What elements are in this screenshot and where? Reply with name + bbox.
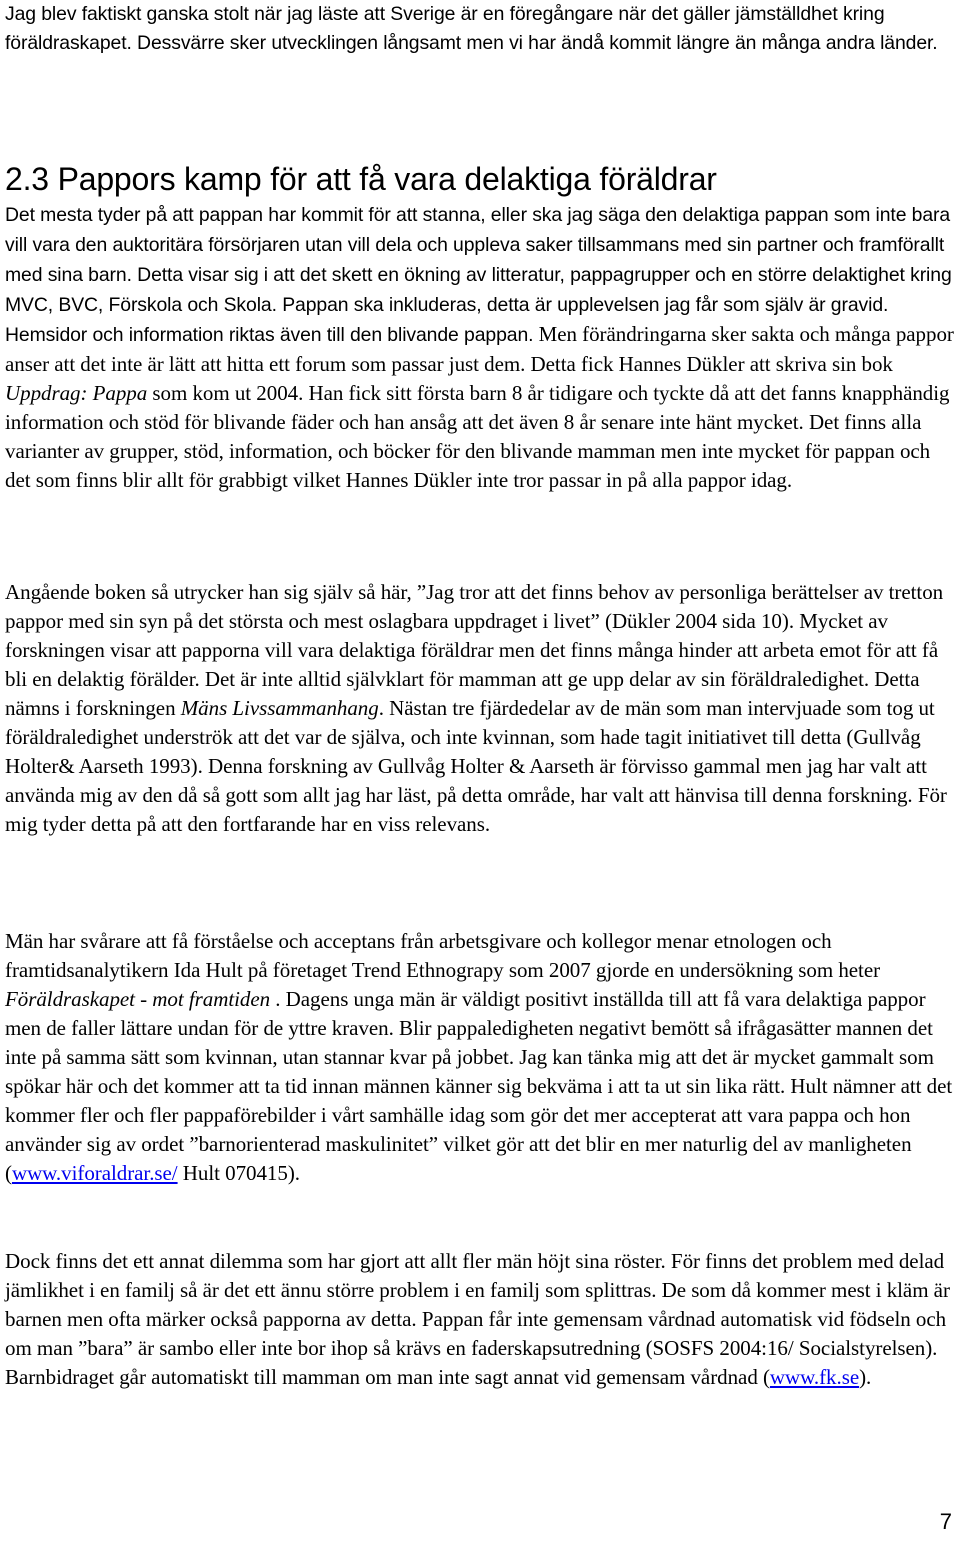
- paragraph-1-sans-lead: Det mesta tyder på att pappan har kommit för att stanna, eller ska jag säga den delaktiga pappan som inte bara vill vara den auktoritära försörjaren utan vill dela och uppleva saker tillsammans med sin partner och framförallt med sina barn.: [5, 204, 951, 286]
- paragraph-4: [5, 1247, 955, 1392]
- paragraph-1-sans-c: Hemsidor och information riktas även till den blivande pappan.: [5, 324, 534, 346]
- paragraph-3: [5, 927, 955, 1188]
- paragraph-3-text-a: Män har svårare att få förståelse och acceptans från arbetsgivare och kollegor menar etnologen och framtidsanalytikern Ida Hult på företaget Trend Ethnograpy som 2007 gjorde en undersökning som heter: [5, 929, 881, 982]
- report-title: Föräldraskapet - mot framtiden: [5, 987, 271, 1011]
- book-title: Uppdrag: Pappa: [5, 381, 148, 405]
- paragraph-1-text-e: som kom ut 2004. Han fick sitt första barn 8 år tidigare och tyckte då att det fanns knapphändig information och stöd för blivande fäder och han ansåg att det även 8 år senare inte hänt mycket. Det finns alla varianter av grupper, stöd, information, och böcker för den blivande mamman men inte mycket för pappan och det som finns blir allt för grabbigt vilket Hannes Dükler inte tror passar in på alla pappor idag.: [5, 381, 950, 492]
- paragraph-3-text-c: Hult 070415).: [177, 1161, 300, 1185]
- paragraph-2-text-a: Angående boken så utrycker han sig själv så här, ”Jag tror att det finns behov av personliga berättelser av tretton pappor med sin syn på det största och mest oslagbara uppdraget i livet” (Dükler 2004 sida 10). Mycket av forskningen visar att papporna vill vara delaktiga föräldrar men det finns många hinder att arbeta emot för att få bli en delaktig förälder. Det är inte alltid självklart för mamman att ge upp delar av sin föräldraledighet. Detta nämns i forskningen: [5, 580, 944, 720]
- paragraph-1-sans-b: Pappan ska inkluderas, detta är upplevelsen jag får som själv är gravid.: [276, 294, 889, 316]
- section-heading: 2.3 Pappors kamp för att få vara delaktiga föräldrar: [5, 161, 717, 197]
- intro-text: Jag blev faktiskt ganska stolt när jag läste att Sverige är en föregångare när det gäller jämställdhet kring föräldraskapet. Dessvärre sker utvecklingen långsamt men vi har ändå kommit längre än många andra länder.: [5, 3, 938, 54]
- paragraph-4-text-a: Dock finns det ett annat dilemma som har gjort att allt fler män höjt sina röster. För finns det problem med delad jämlikhet i en familj så är det ett ännu större problem i en familj som splittras. De som då kommer mest i kläm är barnen men ofta märker också papporna av detta. Pappan får inte gemensam vårdnad automatisk vid födseln och om man ”bara” är sambo eller inte bor ihop så krävs en faderskapsutredning (SOSFS 2004:16/ Socialstyrelsen). Barnbidraget går automatiskt till mamman om man inte sagt annat vid gemensam vårdnad (: [5, 1249, 950, 1389]
- page-number: 7: [939, 1509, 952, 1534]
- paragraph-4-text-b: ).: [859, 1365, 872, 1389]
- paragraph-1-sans-a: Detta visar sig i att det skett en ökning av litteratur, pappagrupper och en större delaktighet kring MVC, BVC, Förskola och Skola.: [5, 264, 952, 316]
- paragraph-1-text-d: Men förändringarna sker sakta och många pappor anser att det inte är lätt att hitta ett forum som passar just dem. Detta fick Hannes Dükler att skriva sin bok: [5, 322, 954, 376]
- fk-link[interactable]: www.fk.se: [769, 1365, 860, 1389]
- viforaldrar-link[interactable]: www.viforaldrar.se/: [11, 1161, 178, 1185]
- paragraph-2-text-b: . Nästan tre fjärdedelar av de män som man intervjuade som tog ut föräldraledighet underströk att det var de själva, och inte kvinnan, som hade tagit initiativet till detta (Gullvåg Holter& Aarseth 1993). Denna forskning av Gullvåg Holter & Aarseth är förvisso gammal men jag har valt att använda mig av den då så gott som allt jag har läst, på detta område, har valt att hänvisa till denna forskning. För mig tyder detta på att den fortfarande har en viss relevans.: [5, 696, 947, 836]
- paragraph-3-text-b: . Dagens unga män är väldigt positivt inställda till att få vara delaktiga pappor men de faller lättare undan för de yttre kraven. Blir pappaledigheten negativt bemött så ifrågasätter mannen det inte på samma sätt som kvinnan, utan stannar kvar på jobbet. Jag kan tänka mig att det är mycket gammalt som spökar här och det kommer att ta tid innan männen känner sig bekväma i att ta ut sin lika rätt. Hult nämner att det kommer fler och fler pappaförebilder i vårt samhälle idag som gör det mer accepterat att vara pappa och hon använder sig av ordet ”barnorienterad maskulinitet” vilket gör att det blir en mer naturlig del av manligheten (: [5, 987, 953, 1185]
- study-title: Mäns Livssammanhang: [180, 696, 379, 720]
- paragraph-2: [5, 578, 955, 839]
- intro-paragraph: [5, 0, 955, 58]
- paragraph-1: [5, 200, 955, 495]
